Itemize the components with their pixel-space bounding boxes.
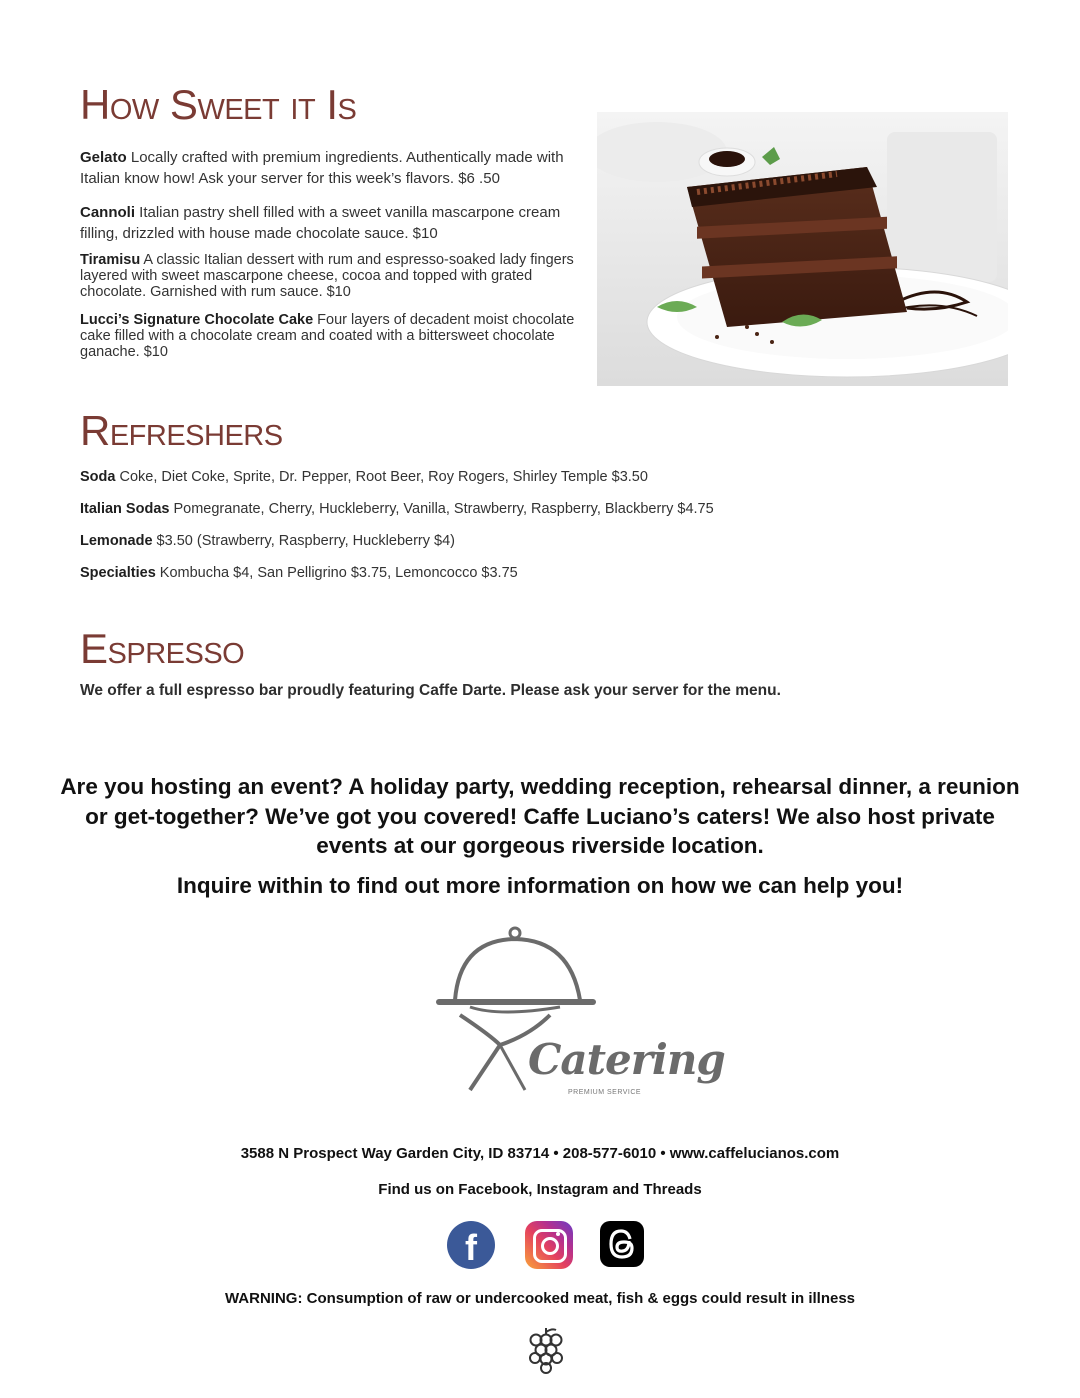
threads-icon[interactable] <box>600 1221 644 1267</box>
social-text: Find us on Facebook, Instagram and Threads <box>378 1181 702 1198</box>
menu-item-tiramisu <box>80 252 590 300</box>
section-title-espresso: Espresso <box>80 625 245 672</box>
menu-item-name: Gelato <box>80 149 127 166</box>
drink-item-desc: Pomegranate, Cherry, Huckleberry, Vanilla, Strawberry, Raspberry, Blackberry $4.75 <box>173 501 714 517</box>
drink-item-name: Specialties <box>80 565 156 581</box>
drink-item-name: Italian Sodas <box>80 501 170 517</box>
drink-item-lemonade <box>80 533 455 549</box>
drink-item-name: Soda <box>80 469 116 485</box>
catering-logo <box>430 925 725 1100</box>
menu-item-desc: Locally crafted with premium ingredients. Authentically made with Italian know how! Ask your server for this week’s flavors. $6 .50 <box>80 149 564 187</box>
menu-item-cannoli <box>80 202 570 244</box>
menu-item-name: Cannoli <box>80 204 135 221</box>
drink-item-desc: $3.50 (Strawberry, Raspberry, Huckleberry $4) <box>156 533 455 549</box>
food-safety-warning: WARNING: Consumption of raw or undercooked meat, fish & eggs could result in illness <box>224 1290 856 1307</box>
facebook-icon[interactable]: f <box>447 1221 495 1269</box>
section-title-refreshers: Refreshers <box>80 407 283 454</box>
menu-item-chocolate-cake <box>80 312 590 360</box>
drink-item-soda <box>80 469 648 485</box>
espresso-note: We offer a full espresso bar proudly featuring Caffe Darte. Please ask your server for the menu. <box>80 682 781 699</box>
chocolate-cake-photo <box>597 112 1008 386</box>
social-icons <box>447 1220 647 1270</box>
catering-logo-word: Catering <box>528 1035 725 1084</box>
drink-item-specialties <box>80 565 518 581</box>
catering-logo-tagline: PREMIUM SERVICE <box>568 1089 642 1096</box>
drink-item-italian-sodas <box>80 501 714 517</box>
grapes-icon <box>526 1326 566 1374</box>
menu-item-gelato <box>80 147 580 189</box>
drink-item-desc: Kombucha $4, San Pelligrino $3.75, Lemoncocco $3.75 <box>159 565 518 581</box>
catering-promo-text: Are you hosting an event? A holiday party, wedding reception, rehearsal dinner, a reunion or get-together? We’ve got you covered! Caffe Luciano’s caters! We also host private events at our gorgeous riverside location. <box>60 774 1020 858</box>
drink-item-name: Lemonade <box>80 533 153 549</box>
contact-info: 3588 N Prospect Way Garden City, ID 83714 • 208-577-6010 • www.caffelucianos.com <box>240 1145 840 1162</box>
instagram-icon[interactable] <box>525 1221 573 1269</box>
section-title-sweet: How Sweet it Is <box>80 81 357 128</box>
menu-item-name: Tiramisu <box>80 252 141 268</box>
drink-item-desc: Coke, Diet Coke, Sprite, Dr. Pepper, Root Beer, Roy Rogers, Shirley Temple $3.50 <box>119 469 648 485</box>
menu-item-desc: A classic Italian dessert with rum and espresso-soaked lady fingers layered with sweet mascarpone cheese, cocoa and topped with grated chocolate. Garnished with rum sauce. $10 <box>80 252 574 300</box>
menu-item-name: Lucci’s Signature Chocolate Cake <box>80 312 314 328</box>
inquire-text: Inquire within to find out more information on how we can help you! <box>176 873 904 898</box>
menu-item-desc: Four layers of decadent moist chocolate cake filled with a chocolate cream and coated with a bittersweet chocolate ganache. $10 <box>80 312 575 360</box>
menu-item-desc: Italian pastry shell filled with a sweet vanilla mascarpone cream filling, drizzled with house made chocolate sauce. $10 <box>80 204 561 242</box>
